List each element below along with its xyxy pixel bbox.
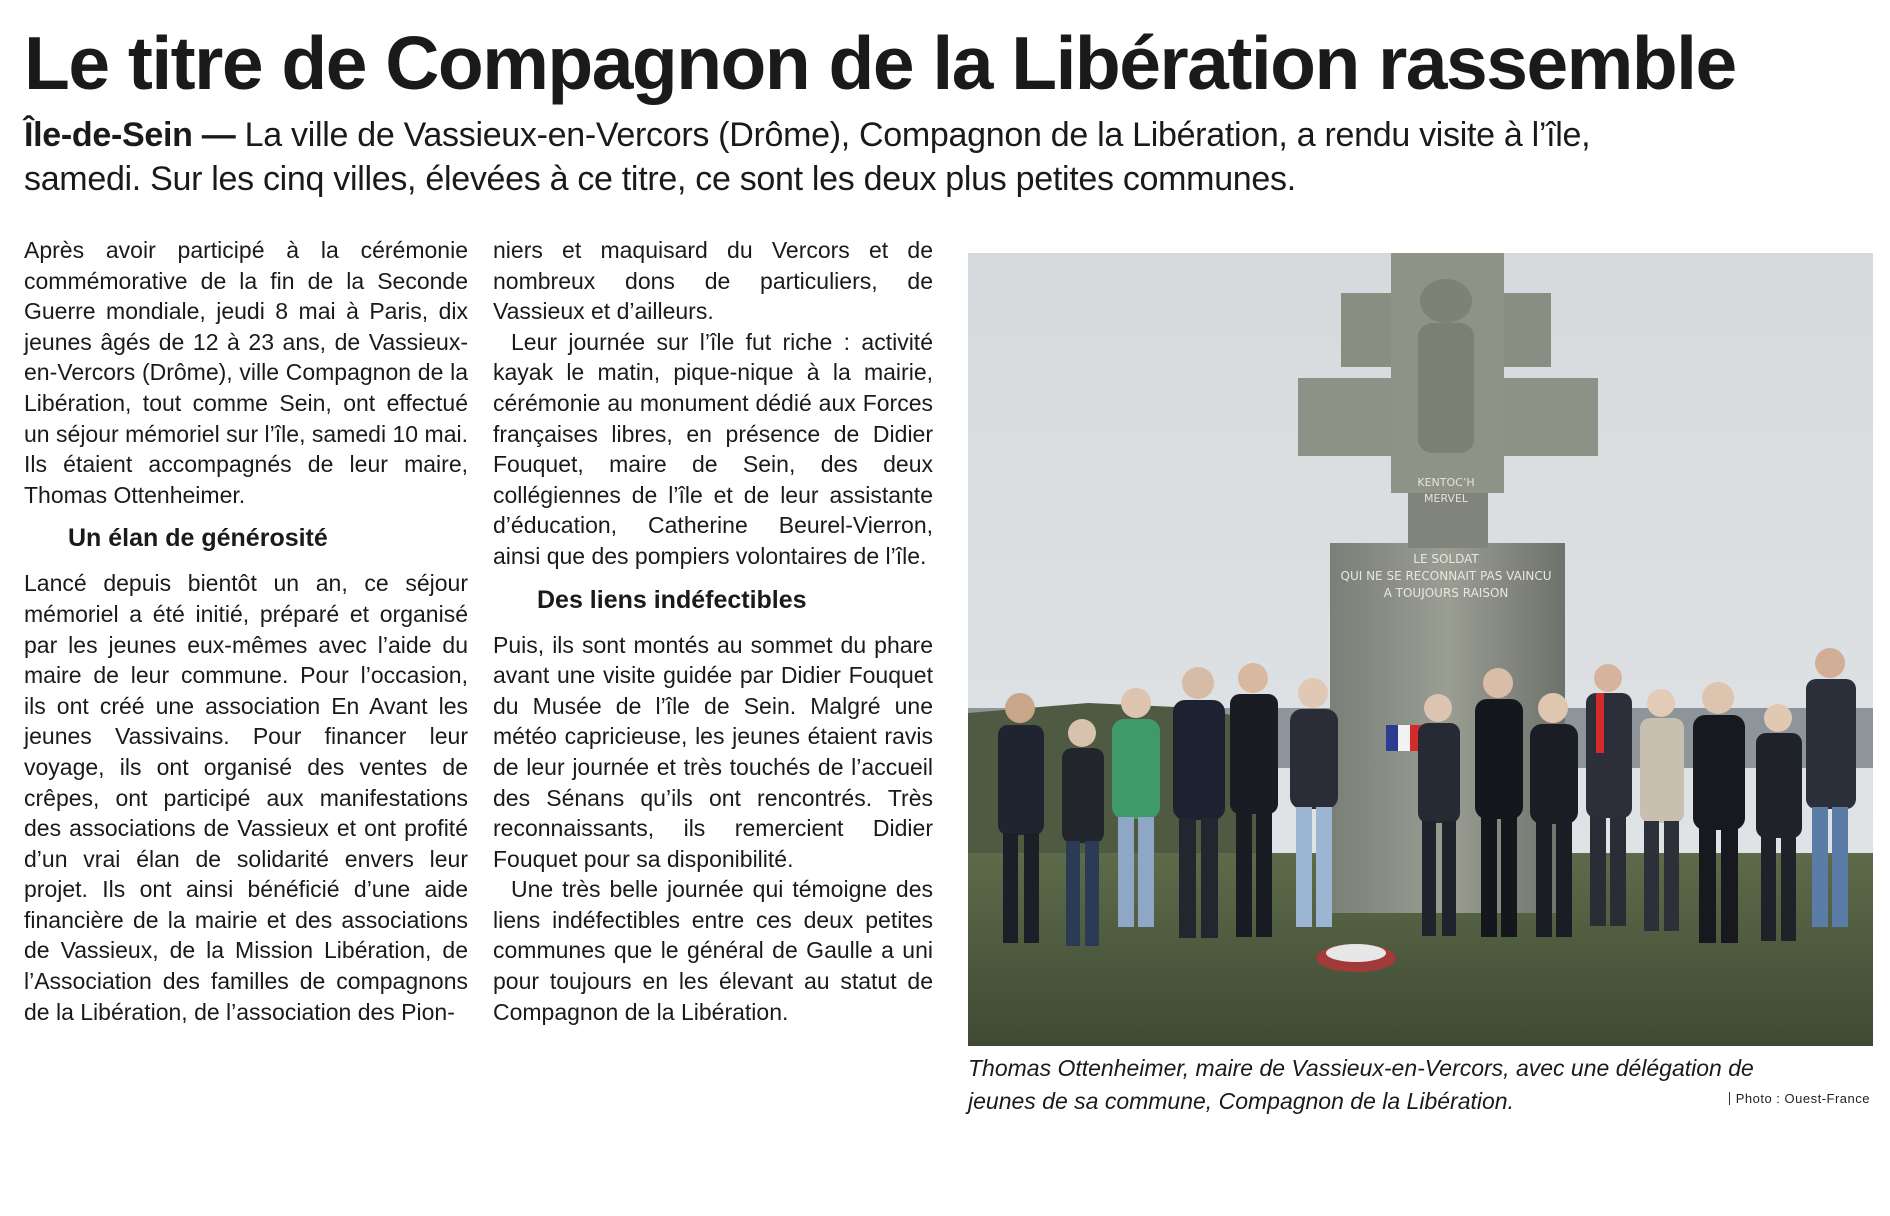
article-column-2: [493, 235, 933, 1027]
svg-text:MERVEL: MERVEL: [1423, 492, 1469, 505]
body-paragraph: Leur journée sur l’île fut riche : activité kayak le matin, pique-nique à la mairie, cérémonie au monument dédié aux Forces françaises libres, en présence de Didier Fouquet, maire de Sein, des deux collégiennes de l’île et de leur assistante d’éducation, Catherine Beurel-Vierron, ainsi que des pompiers volontaires de l’île.: [493, 328, 933, 569]
french-flag: [1386, 725, 1422, 751]
body-paragraph: Lancé depuis bientôt un an, ce séjour mémoriel a été initié, préparé et organisé par les jeunes eux-mêmes avec l’aide du maire de leur commune. Pour l’occasion, ils ont créé une association En Avant les jeunes Vassivains. Pour financer leur voyage, ils ont organisé des ventes de crêpes, ont participé aux manifestations des associations de Vassieux et ont profité d’un vrai élan de solidarité envers leur projet. Ils ont ainsi bénéficié d’une aide financière de la mairie et des associations de Vassieux, de la Mission Libération, de l’Association des familles de compagnons de la Libération, de l’association des Pion-: [24, 570, 468, 1025]
body-paragraph: Une très belle journée qui témoigne des liens indéfectibles entre ces deux petites communes que le général de Gaulle a uni pour toujours en les élevant au statut de Compagnon de la Libération.: [493, 876, 933, 1025]
article-column-1: [24, 235, 468, 1027]
svg-text:QUI NE SE RECONNAIT PAS VAINCU: QUI NE SE RECONNAIT PAS VAINCU: [1340, 569, 1552, 583]
subheading: Un élan de générosité: [68, 524, 328, 553]
monument-inscription: LE SOLDAT: [1413, 552, 1479, 566]
subheading: Des liens indéfectibles: [537, 585, 807, 614]
photo-credit: Photo : Ouest-France: [1729, 1091, 1870, 1106]
body-paragraph: Puis, ils sont montés au sommet du phare avant une visite guidée par Didier Fouquet du Musée de l’île de Sein. Malgré une météo capricieuse, les jeunes étaient ravis de leur journée et très touchés de l’accueil des Sénans qu’ils ont rencontrés. Très reconnaissants, ils remercient Didier Fouquet pour sa disponibilité.: [493, 631, 933, 872]
location-tag: Île-de-Sein —: [24, 116, 236, 154]
credit-separator: [1729, 1092, 1730, 1105]
body-paragraph: niers et maquisard du Vercors et de nombreux dons de particuliers, de Vassieux et d’ailleurs.: [493, 237, 933, 325]
body-paragraph: Après avoir participé à la cérémonie commémorative de la fin de la Seconde Guerre mondiale, jeudi 8 mai à Paris, dix jeunes âgés de 12 à 23 ans, de Vassieux-en-Vercors (Drôme), ville Compagnon de la Libération, tout comme Sein, ont effectué un séjour mémoriel sur l’île, samedi 10 mai. Ils étaient accompagnés de leur maire, Thomas Ottenheimer.: [24, 237, 468, 508]
article-photo: [968, 253, 1873, 1046]
lead-paragraph: [24, 113, 1624, 201]
monument-name: KENTOC’H: [1417, 476, 1475, 489]
lead-text: La ville de Vassieux-en-Vercors (Drôme), Compagnon de la Libération, a rendu visite à l’île, samedi. Sur les cinq villes, élevées à ce titre, ce sont les deux plus petites communes.: [24, 116, 1591, 198]
svg-text:A TOUJOURS RAISON: A TOUJOURS RAISON: [1383, 586, 1509, 600]
headline: Le titre de Compagnon de la Libération rassemble: [24, 21, 1736, 105]
monument-group-photo: [968, 253, 1873, 1046]
wreath: [1316, 944, 1396, 972]
photo-caption: Thomas Ottenheimer, maire de Vassieux-en-Vercors, avec une délégation de jeunes de sa commune, Compagnon de la Libération.: [968, 1055, 1754, 1114]
